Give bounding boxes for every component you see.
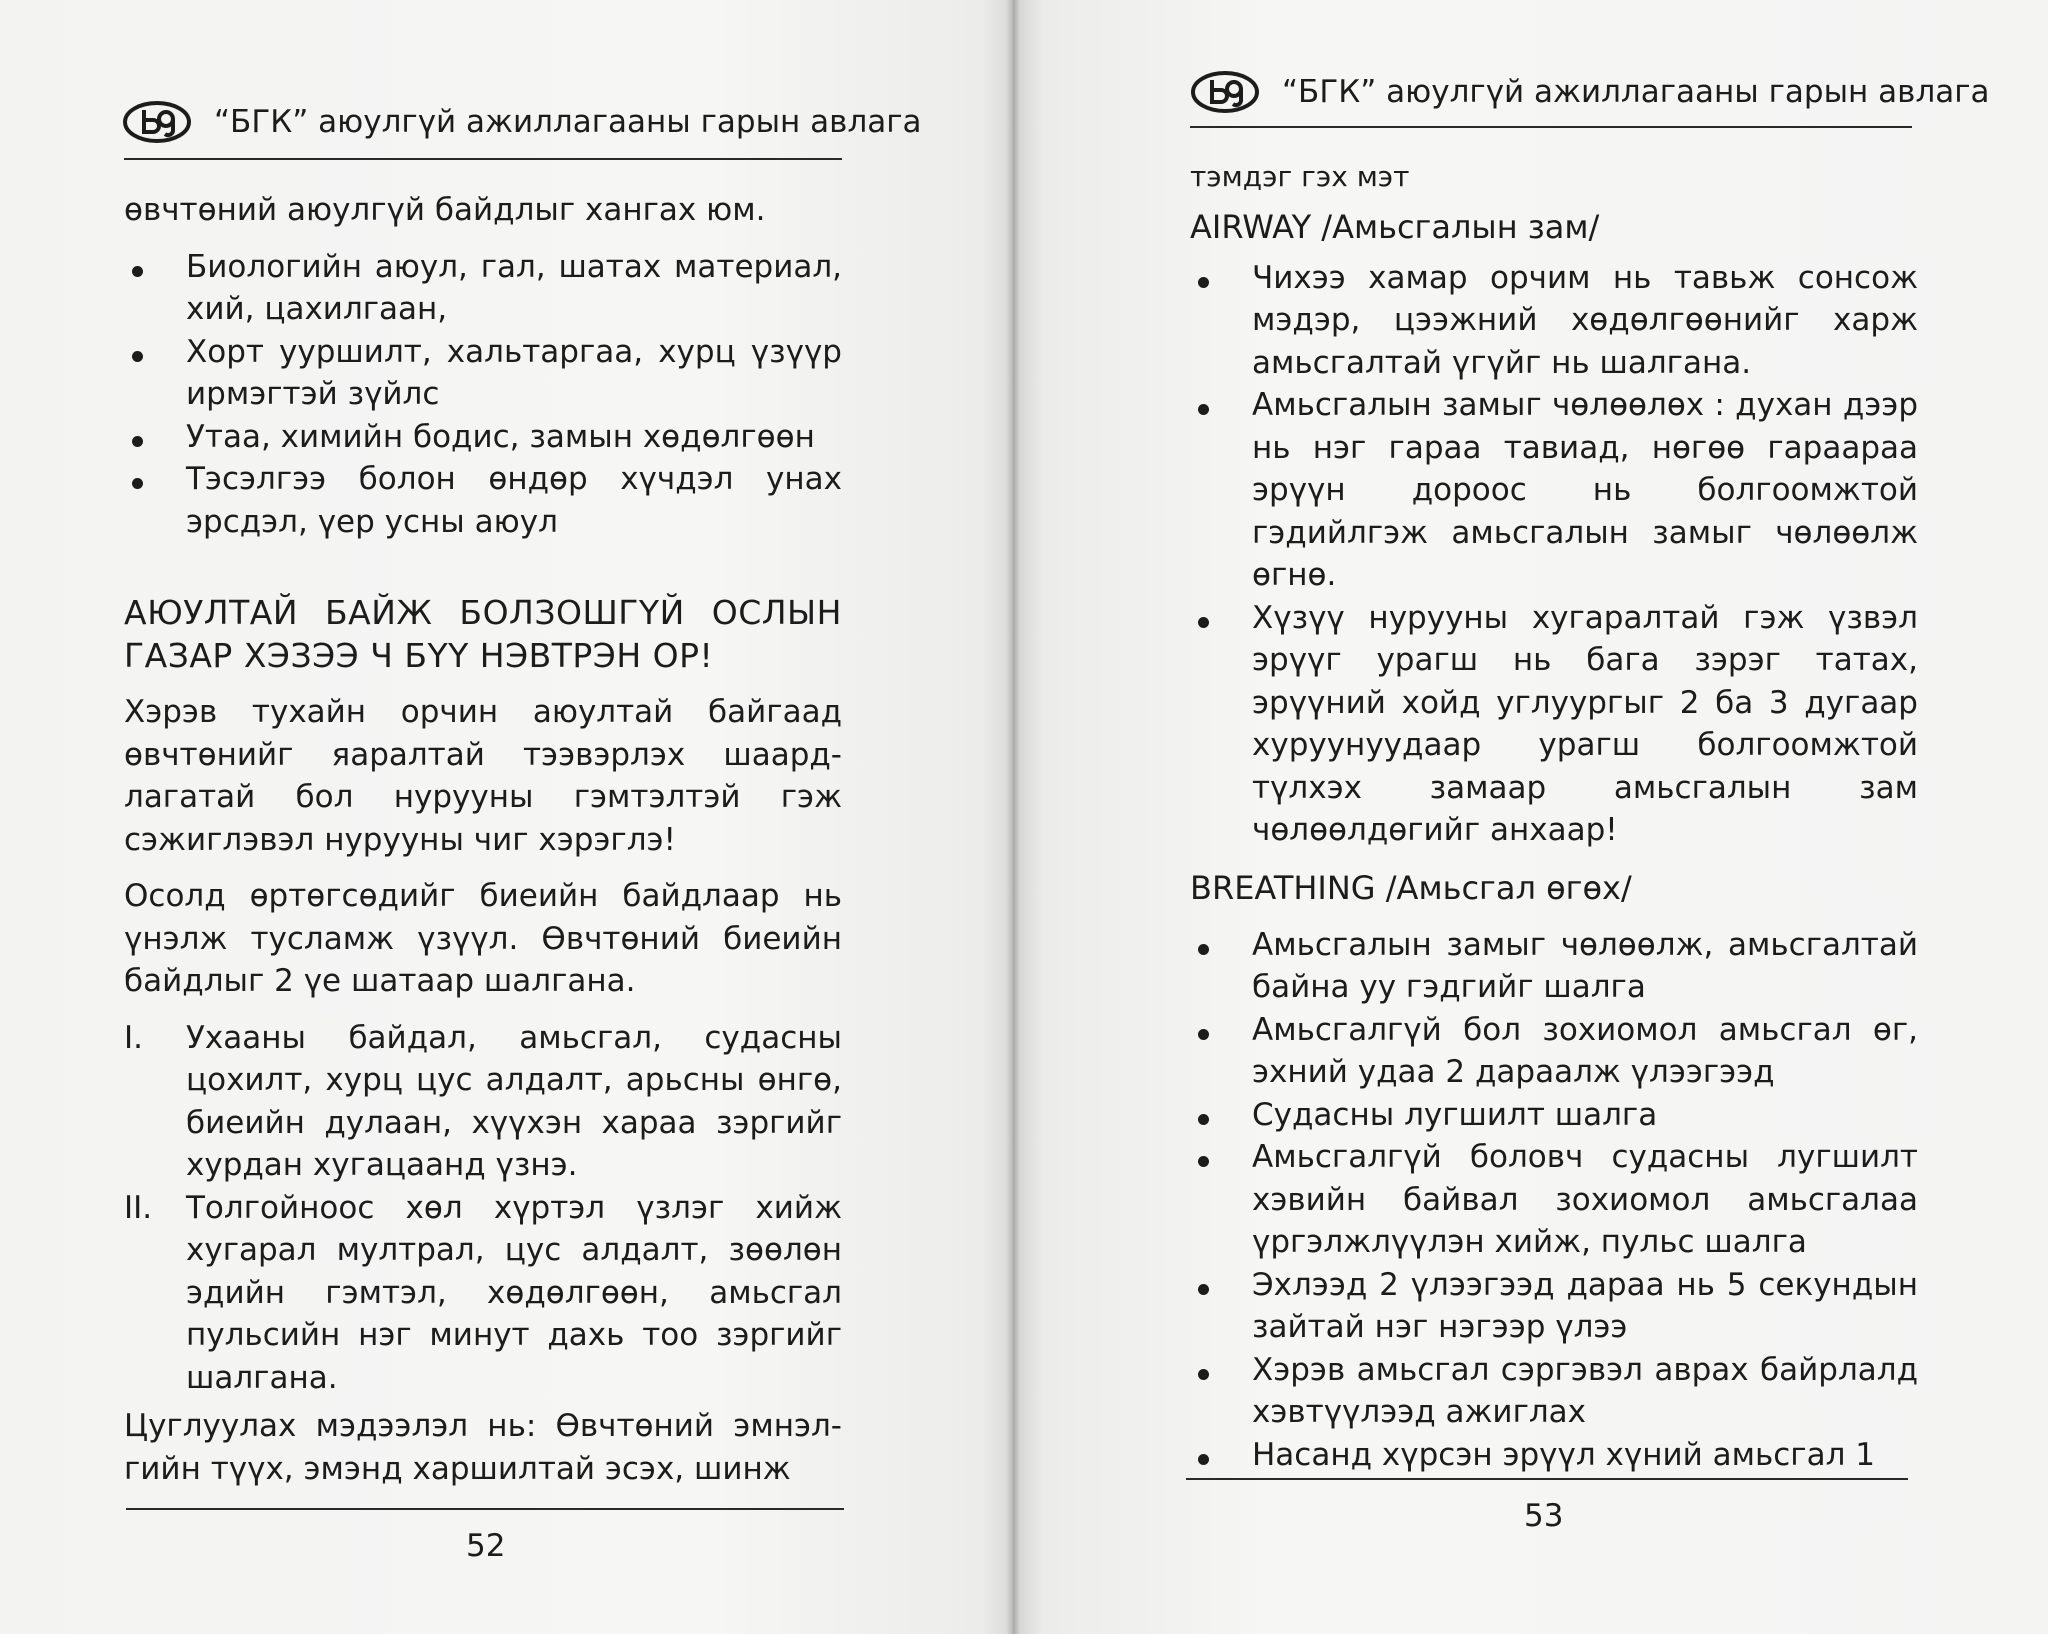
list-item: Хүзүү нурууны хугаралтай гэж үзвэл эрүүг урагш нь бага зэрэг татах, эрүүний хойд углуургыг 2 ба 3 дугаар хуруунуудаар урагш болгоомжтой түлхэх замаар амьсгалын зам чөлөөлдөгийг анхаар! [1190,597,1918,852]
list-item: Утаа, химийн бодис, замын хөдөлгөөн [124,416,842,459]
list-item: II. Толгойноос хөл хүртэл үзлэг хийж хугарал мултрал, цус алдалт, зөөлөн эдийн гэмтэл, хөдөлгөөн, амьсгал пульсийн нэг минут дахь тоо зэргийг шалгана. [124,1189,842,1396]
right-content [1190,156,1918,1476]
bullet-icon [1198,1454,1209,1465]
left-page [0,0,1012,1634]
footer-rule [1186,1478,1908,1480]
left-header [122,100,922,144]
header-title: “БГК” аюулгүй ажиллагааны гарын авлага [214,104,922,140]
bullet-icon [1198,404,1209,415]
bgk-logo-icon [1190,70,1260,114]
header-title: “БГК” аюулгүй ажиллагааны гарын авлага [1282,74,1990,110]
intro-text: өвчтөний аюулгүй байдлыг хангах юм. [124,192,766,228]
page-number: 52 [466,1528,506,1564]
airway-list [1190,257,1918,852]
list-item: Эхлээд 2 үлээгээд дараа нь 5 секундын зайтай нэг нэгээр үлээ [1190,1264,1918,1349]
list-item: Хэрэв амьсгал сэргэвэл аврах байрлалд хэвтүүлээд ажиглах [1190,1349,1918,1434]
list-item: Амьсгалгүй бол зохиомол амьсгал өг, эхний удаа 2 дараалж үлээгээд [1190,1009,1918,1094]
right-header [1190,70,1990,114]
bullet-icon [1198,1369,1209,1380]
paragraph: Хэрэв тухайн орчин аюултай байгаад өвчтөнийг яаралтай тээвэрлэх шаард-лагатай бол нурууны гэмтэлтэй гэж сэжиглэвэл нурууны чиг хэрэглэ! [124,694,842,858]
list-item: Судасны лугшилт шалга [1190,1094,1918,1137]
list-item: Биологийн аюул, гал, шатах материал, хий, цахилгаан, [124,246,842,331]
list-item: Амьсгалын замыг чөлөөлөх : духан дээр нь нэг гараа тавиад, нөгөө гараараа эрүүн дороос нь болгоомжтой гэдийлгэж амьсгалын замыг чөлөөлж өгнө. [1190,384,1918,597]
left-content [124,189,842,1490]
list-item: Амьсгалгүй боловч судасны лугшилт хэвийн байвал зохиомол амьсгалаа үргэлжлүүлэн хийж, пульс шалга [1190,1136,1918,1264]
airway-heading: AIRWAY /Амьсгалын зам/ [1190,207,1600,246]
list-item: Чихээ хамар орчим нь тавьж сонсож мэдэр, цээжний хөдөлгөөнийг харж амьсгалтай үгүйг нь шалгана. [1190,257,1918,385]
bullet-icon [1198,277,1209,288]
bullet-icon [132,436,143,447]
bullet-icon [1198,1156,1209,1167]
bullet-icon [1198,1284,1209,1295]
intro-text: тэмдэг гэх мэт [1190,160,1410,193]
breathing-heading: BREATHING /Амьсгал өгөх/ [1190,868,1632,907]
footer-rule [126,1508,844,1510]
list-item: Хорт ууршилт, хальтаргаа, хурц үзүүр ирмэгтэй зүйлс [124,331,842,416]
bullet-icon [132,351,143,362]
bullet-icon [1198,1114,1209,1125]
bullet-icon [132,266,143,277]
list-item: Насанд хүрсэн эрүүл хүний амьсгал 1 [1190,1434,1918,1477]
paragraph: Цуглуулах мэдээлэл нь: Өвчтөний эмнэл-гийн түүх, эмэнд харшилтай эсэх, шинж [124,1408,842,1487]
list-item: Амьсгалын замыг чөлөөлж, амьсгалтай байна уу гэдгийг шалга [1190,924,1918,1009]
breathing-list [1190,924,1918,1477]
header-rule [124,158,842,160]
list-item: I. Ухааны байдал, амьсгал, судасны цохилт, хурц цус алдалт, арьсны өнгө, биеийн дулаан, хүүхэн хараа зэргийг хурдан хугацаанд үзнэ. [124,1019,842,1183]
warning-heading: АЮУЛТАЙ БАЙЖ БОЛЗОШГҮЙ ОСЛЫН ГАЗАР ХЭЗЭЭ Ч БҮҮ НЭВТРЭН ОР! [124,593,842,675]
header-rule [1190,126,1912,128]
bullet-icon [1198,944,1209,955]
list-item: Тэсэлгээ болон өндөр хүчдэл унах эрсдэл, үер усны аюул [124,458,842,543]
page-number: 53 [1524,1498,1564,1534]
steps-list [124,1017,842,1400]
hazard-list [124,246,842,544]
bullet-icon [1198,1029,1209,1040]
bgk-logo-icon [122,100,192,144]
book-gutter [1006,0,1020,1634]
bullet-icon [1198,617,1209,628]
right-page [1012,0,2048,1634]
paragraph: Осолд өртөгсөдийг биеийн байдлаар нь үнэлж тусламж үзүүл. Өвчтөний биеийн байдлыг 2 үе шатаар шалгана. [124,878,842,999]
bullet-icon [132,478,143,489]
